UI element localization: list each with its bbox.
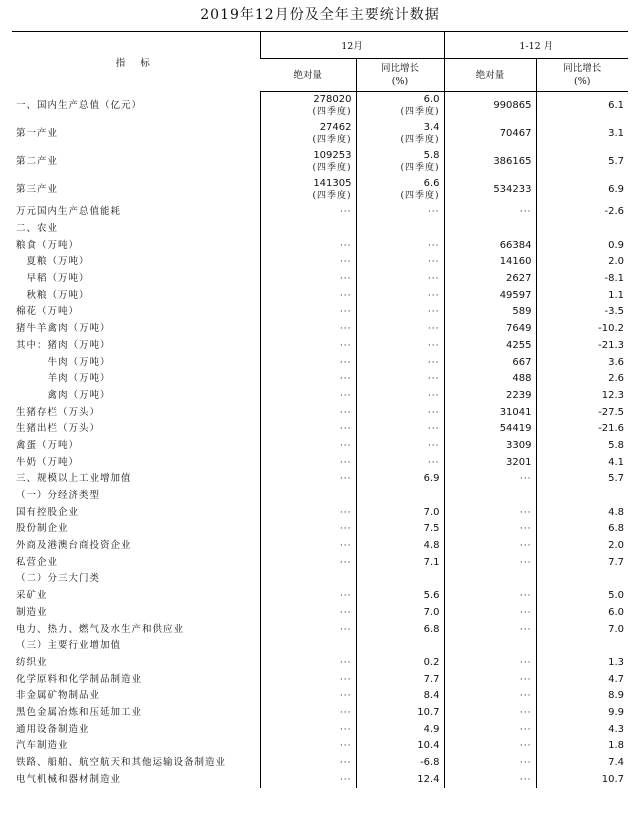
dec-yoy-cell-value: 5.8 bbox=[423, 150, 440, 161]
table-row bbox=[12, 254, 628, 271]
dec-absolute-cell: ··· bbox=[260, 755, 356, 772]
dec-absolute-cell: ··· bbox=[260, 705, 356, 722]
row-label: 三、规模以上工业增加值 bbox=[16, 473, 132, 485]
year-absolute-cell: ··· bbox=[444, 671, 536, 688]
dec-yoy-cell bbox=[356, 120, 444, 148]
year-absolute-cell bbox=[444, 221, 536, 238]
dec-absolute-cell: ··· bbox=[260, 621, 356, 638]
table-body bbox=[12, 92, 628, 789]
year-yoy-cell: 2.6 bbox=[536, 371, 628, 388]
year-absolute-cell: 70467 bbox=[444, 120, 536, 148]
row-label: 私营企业 bbox=[16, 556, 59, 568]
year-yoy-cell: 7.4 bbox=[536, 755, 628, 772]
row-label: 铁路、船舶、航空航天和其他运输设备制造业 bbox=[16, 757, 227, 769]
dec-absolute-cell: ··· bbox=[260, 204, 356, 221]
dec-yoy-cell-note: (四季度) bbox=[400, 191, 440, 201]
dec-yoy-cell: 7.1 bbox=[356, 554, 444, 571]
row-label: 生猪存栏（万头） bbox=[16, 406, 101, 418]
row-label: 生猪出栏（万头） bbox=[16, 423, 101, 435]
dec-absolute-cell: ··· bbox=[260, 404, 356, 421]
dec-yoy-header-label: 同比增长 bbox=[380, 63, 419, 74]
year-absolute-cell: ··· bbox=[444, 204, 536, 221]
table-row bbox=[12, 338, 628, 355]
table-row bbox=[12, 705, 628, 722]
dec-absolute-cell: ··· bbox=[260, 588, 356, 605]
year-yoy-cell bbox=[536, 488, 628, 505]
year-absolute-cell bbox=[444, 571, 536, 588]
year-absolute-cell bbox=[444, 488, 536, 505]
dec-yoy-cell: ··· bbox=[356, 438, 444, 455]
year-yoy-cell bbox=[536, 221, 628, 238]
table-row bbox=[12, 92, 628, 121]
year-absolute-cell: 7649 bbox=[444, 321, 536, 338]
year-yoy-cell bbox=[536, 571, 628, 588]
year-yoy-cell: 0.9 bbox=[536, 237, 628, 254]
dec-absolute-cell: ··· bbox=[260, 438, 356, 455]
dec-yoy-cell: 7.7 bbox=[356, 671, 444, 688]
table-row bbox=[12, 237, 628, 254]
page-title: 2019年12月份及全年主要统计数据 bbox=[200, 7, 440, 23]
dec-yoy-cell: 4.9 bbox=[356, 721, 444, 738]
year-absolute-cell: ··· bbox=[444, 471, 536, 488]
year-absolute-cell: 667 bbox=[444, 354, 536, 371]
year-yoy-cell: 7.0 bbox=[536, 621, 628, 638]
dec-absolute-cell bbox=[260, 120, 356, 148]
dec-yoy-cell: 4.8 bbox=[356, 538, 444, 555]
dec-yoy-header bbox=[356, 59, 444, 92]
row-label: 黑色金属冶炼和压延加工业 bbox=[16, 706, 143, 718]
table-row bbox=[12, 421, 628, 438]
year-yoy-cell: -21.3 bbox=[536, 338, 628, 355]
year-absolute-cell: ··· bbox=[444, 721, 536, 738]
year-absolute-cell: ··· bbox=[444, 688, 536, 705]
year-yoy-cell: 6.1 bbox=[536, 92, 628, 121]
dec-yoy-cell bbox=[356, 92, 444, 121]
row-label: 非金属矿物制品业 bbox=[16, 690, 101, 702]
dec-yoy-cell: ··· bbox=[356, 421, 444, 438]
year-yoy-cell: -10.2 bbox=[536, 321, 628, 338]
statistics-table bbox=[12, 31, 628, 788]
year-absolute-cell: ··· bbox=[444, 655, 536, 672]
year-yoy-cell: 10.7 bbox=[536, 771, 628, 788]
year-absolute-cell: ··· bbox=[444, 755, 536, 772]
table-row bbox=[12, 176, 628, 204]
dec-absolute-cell: ··· bbox=[260, 521, 356, 538]
dec-absolute-cell: ··· bbox=[260, 538, 356, 555]
row-label: 禽肉（万吨） bbox=[16, 389, 111, 401]
dec-yoy-cell: 7.0 bbox=[356, 504, 444, 521]
dec-yoy-cell: ··· bbox=[356, 404, 444, 421]
dec-absolute-cell-value: 109253 bbox=[313, 150, 352, 161]
table-row bbox=[12, 304, 628, 321]
header-row-periods bbox=[12, 32, 628, 59]
year-yoy-cell: 1.3 bbox=[536, 655, 628, 672]
dec-absolute-cell: ··· bbox=[260, 554, 356, 571]
year-yoy-cell: 9.9 bbox=[536, 705, 628, 722]
row-label: 秋粮（万吨） bbox=[16, 289, 90, 301]
table-row bbox=[12, 488, 628, 505]
row-label: 其中：猪肉（万吨） bbox=[16, 339, 111, 351]
year-absolute-cell: ··· bbox=[444, 738, 536, 755]
row-label: 禽蛋（万吨） bbox=[16, 439, 80, 451]
dec-absolute-cell: ··· bbox=[260, 738, 356, 755]
table-row bbox=[12, 538, 628, 555]
dec-absolute-cell: ··· bbox=[260, 688, 356, 705]
dec-absolute-cell: ··· bbox=[260, 338, 356, 355]
dec-yoy-cell-note: (四季度) bbox=[400, 107, 440, 117]
year-absolute-cell: ··· bbox=[444, 705, 536, 722]
dec-absolute-cell: ··· bbox=[260, 655, 356, 672]
table-row bbox=[12, 321, 628, 338]
row-label: 牛肉（万吨） bbox=[16, 356, 111, 368]
table-row bbox=[12, 204, 628, 221]
row-label: 粮食（万吨） bbox=[16, 239, 80, 251]
year-absolute-cell: 54419 bbox=[444, 421, 536, 438]
dec-yoy-cell: 6.9 bbox=[356, 471, 444, 488]
row-label: （一）分经济类型 bbox=[16, 490, 101, 502]
table-row bbox=[12, 271, 628, 288]
table-row bbox=[12, 755, 628, 772]
year-absolute-cell: ··· bbox=[444, 538, 536, 555]
dec-yoy-cell: ··· bbox=[356, 454, 444, 471]
year-absolute-cell: ··· bbox=[444, 605, 536, 622]
year-absolute-cell: 3201 bbox=[444, 454, 536, 471]
year-yoy-cell: -3.5 bbox=[536, 304, 628, 321]
dec-yoy-cell: 8.4 bbox=[356, 688, 444, 705]
year-absolute-cell: ··· bbox=[444, 554, 536, 571]
row-label: 一、国内生产总值（亿元） bbox=[16, 99, 143, 111]
row-label: 牛奶（万吨） bbox=[16, 456, 80, 468]
year-yoy-cell: 5.0 bbox=[536, 588, 628, 605]
year-yoy-cell: 5.7 bbox=[536, 471, 628, 488]
row-label: （二）分三大门类 bbox=[16, 573, 101, 585]
dec-yoy-cell-value: 3.4 bbox=[423, 122, 440, 133]
table-row bbox=[12, 438, 628, 455]
dec-absolute-cell: ··· bbox=[260, 254, 356, 271]
dec-yoy-cell: ··· bbox=[356, 338, 444, 355]
year-yoy-cell: 1.8 bbox=[536, 738, 628, 755]
table-row bbox=[12, 621, 628, 638]
dec-absolute-cell bbox=[260, 176, 356, 204]
table-row bbox=[12, 504, 628, 521]
year-yoy-cell: 6.0 bbox=[536, 605, 628, 622]
year-yoy-cell: 5.7 bbox=[536, 148, 628, 176]
dec-yoy-cell: -6.8 bbox=[356, 755, 444, 772]
year-yoy-cell: -27.5 bbox=[536, 404, 628, 421]
row-label: 第二产业 bbox=[16, 156, 59, 167]
dec-absolute-cell: ··· bbox=[260, 271, 356, 288]
row-label: 外商及港澳台商投资企业 bbox=[16, 540, 132, 552]
year-yoy-cell: 4.7 bbox=[536, 671, 628, 688]
dec-absolute-cell: ··· bbox=[260, 471, 356, 488]
dec-yoy-cell bbox=[356, 176, 444, 204]
dec-absolute-cell: ··· bbox=[260, 388, 356, 405]
table-row bbox=[12, 471, 628, 488]
dec-absolute-cell: ··· bbox=[260, 321, 356, 338]
dec-absolute-cell: ··· bbox=[260, 304, 356, 321]
dec-absolute-cell-note: (四季度) bbox=[312, 107, 352, 117]
row-label: 股份制企业 bbox=[16, 523, 69, 535]
dec-yoy-cell: 12.4 bbox=[356, 771, 444, 788]
dec-absolute-cell bbox=[260, 221, 356, 238]
table-row bbox=[12, 771, 628, 788]
table-row bbox=[12, 605, 628, 622]
table-row bbox=[12, 354, 628, 371]
dec-yoy-cell: ··· bbox=[356, 204, 444, 221]
year-absolute-cell: 2627 bbox=[444, 271, 536, 288]
table-row bbox=[12, 638, 628, 655]
table-row bbox=[12, 287, 628, 304]
year-yoy-cell: 6.8 bbox=[536, 521, 628, 538]
year-absolute-cell: 488 bbox=[444, 371, 536, 388]
row-label: 第三产业 bbox=[16, 184, 59, 195]
dec-yoy-cell bbox=[356, 221, 444, 238]
dec-absolute-cell-note: (四季度) bbox=[312, 135, 352, 145]
row-label: 夏粮（万吨） bbox=[16, 256, 90, 268]
dec-absolute-cell: ··· bbox=[260, 605, 356, 622]
year-yoy-cell: 4.8 bbox=[536, 504, 628, 521]
table-row bbox=[12, 738, 628, 755]
year-yoy-cell: -21.6 bbox=[536, 421, 628, 438]
year-absolute-cell: 386165 bbox=[444, 148, 536, 176]
year-absolute-cell: ··· bbox=[444, 521, 536, 538]
dec-yoy-cell: 7.5 bbox=[356, 521, 444, 538]
dec-absolute-cell: ··· bbox=[260, 454, 356, 471]
row-label: 二、农业 bbox=[16, 223, 59, 235]
table-row bbox=[12, 721, 628, 738]
table-row bbox=[12, 148, 628, 176]
year-absolute-cell: ··· bbox=[444, 621, 536, 638]
dec-absolute-cell: ··· bbox=[260, 287, 356, 304]
year-yoy-cell: 8.9 bbox=[536, 688, 628, 705]
table-row bbox=[12, 554, 628, 571]
dec-absolute-cell: ··· bbox=[260, 237, 356, 254]
year-absolute-cell bbox=[444, 638, 536, 655]
year-yoy-cell: 2.0 bbox=[536, 254, 628, 271]
year-absolute-header: 绝对量 bbox=[444, 59, 536, 92]
year-absolute-cell: 990865 bbox=[444, 92, 536, 121]
dec-absolute-cell bbox=[260, 571, 356, 588]
row-label: 棉花（万吨） bbox=[16, 306, 80, 318]
dec-yoy-cell-value: 6.0 bbox=[423, 94, 440, 105]
year-yoy-cell: -8.1 bbox=[536, 271, 628, 288]
year-yoy-cell: 4.1 bbox=[536, 454, 628, 471]
table-row bbox=[12, 588, 628, 605]
dec-absolute-cell-value: 141305 bbox=[313, 178, 352, 189]
dec-yoy-cell: 5.6 bbox=[356, 588, 444, 605]
indicator-header: 指 标 bbox=[12, 32, 260, 92]
year-yoy-cell: 3.1 bbox=[536, 120, 628, 148]
dec-yoy-cell bbox=[356, 148, 444, 176]
dec-absolute-cell: ··· bbox=[260, 504, 356, 521]
row-label: 电气机械和器材制造业 bbox=[16, 773, 122, 785]
table-row bbox=[12, 571, 628, 588]
table-row bbox=[12, 120, 628, 148]
dec-yoy-cell: 7.0 bbox=[356, 605, 444, 622]
dec-yoy-cell: ··· bbox=[356, 271, 444, 288]
row-label: 纺织业 bbox=[16, 656, 48, 668]
table-row bbox=[12, 371, 628, 388]
year-absolute-cell: ··· bbox=[444, 771, 536, 788]
year-yoy-cell: -2.6 bbox=[536, 204, 628, 221]
table-row bbox=[12, 388, 628, 405]
table-row bbox=[12, 221, 628, 238]
dec-absolute-cell-value: 27462 bbox=[319, 122, 352, 133]
year-yoy-cell: 4.3 bbox=[536, 721, 628, 738]
dec-yoy-cell: 0.2 bbox=[356, 655, 444, 672]
dec-absolute-cell bbox=[260, 148, 356, 176]
dec-absolute-cell: ··· bbox=[260, 771, 356, 788]
table-row bbox=[12, 671, 628, 688]
row-label: 早稻（万吨） bbox=[16, 273, 90, 285]
year-yoy-header-label: 同比增长 bbox=[563, 63, 602, 74]
dec-yoy-cell: 10.4 bbox=[356, 738, 444, 755]
year-absolute-cell: 589 bbox=[444, 304, 536, 321]
year-absolute-cell: ··· bbox=[444, 588, 536, 605]
row-label: 万元国内生产总值能耗 bbox=[16, 206, 122, 218]
table-row bbox=[12, 521, 628, 538]
dec-yoy-cell-note: (四季度) bbox=[400, 135, 440, 145]
row-label: （三）主要行业增加值 bbox=[16, 640, 122, 652]
full-year-header: 1-12 月 bbox=[444, 32, 628, 59]
dec-yoy-cell bbox=[356, 488, 444, 505]
row-label: 化学原料和化学制品制造业 bbox=[16, 673, 143, 685]
table-row bbox=[12, 404, 628, 421]
year-absolute-cell: 3309 bbox=[444, 438, 536, 455]
dec-absolute-cell-note: (四季度) bbox=[312, 191, 352, 201]
dec-yoy-cell bbox=[356, 638, 444, 655]
dec-yoy-cell bbox=[356, 571, 444, 588]
year-yoy-cell: 6.9 bbox=[536, 176, 628, 204]
dec-yoy-cell-note: (四季度) bbox=[400, 163, 440, 173]
year-yoy-cell: 12.3 bbox=[536, 388, 628, 405]
dec-yoy-cell: ··· bbox=[356, 254, 444, 271]
year-absolute-cell: 66384 bbox=[444, 237, 536, 254]
year-absolute-cell: 49597 bbox=[444, 287, 536, 304]
dec-yoy-cell: ··· bbox=[356, 388, 444, 405]
dec-absolute-cell bbox=[260, 638, 356, 655]
row-label: 猪牛羊禽肉（万吨） bbox=[16, 323, 111, 335]
dec-yoy-cell: ··· bbox=[356, 354, 444, 371]
year-yoy-cell: 3.6 bbox=[536, 354, 628, 371]
dec-absolute-cell: ··· bbox=[260, 721, 356, 738]
table-row bbox=[12, 454, 628, 471]
dec-yoy-cell: ··· bbox=[356, 304, 444, 321]
dec-yoy-cell: ··· bbox=[356, 321, 444, 338]
year-absolute-cell: 534233 bbox=[444, 176, 536, 204]
year-yoy-header bbox=[536, 59, 628, 92]
year-absolute-cell: 31041 bbox=[444, 404, 536, 421]
row-label: 通用设备制造业 bbox=[16, 723, 90, 735]
dec-absolute-cell-value: 278020 bbox=[313, 94, 352, 105]
year-yoy-cell: 1.1 bbox=[536, 287, 628, 304]
row-label: 电力、热力、燃气及水生产和供应业 bbox=[16, 623, 185, 635]
year-yoy-cell: 5.8 bbox=[536, 438, 628, 455]
row-label: 国有控股企业 bbox=[16, 506, 80, 518]
year-yoy-cell: 2.0 bbox=[536, 538, 628, 555]
dec-absolute-cell: ··· bbox=[260, 354, 356, 371]
year-absolute-cell: ··· bbox=[444, 504, 536, 521]
dec-absolute-header: 绝对量 bbox=[260, 59, 356, 92]
year-absolute-cell: 4255 bbox=[444, 338, 536, 355]
dec-header: 12月 bbox=[260, 32, 444, 59]
year-yoy-header-unit: (%) bbox=[574, 76, 591, 87]
dec-absolute-cell: ··· bbox=[260, 671, 356, 688]
row-label: 第一产业 bbox=[16, 128, 59, 139]
dec-yoy-cell: ··· bbox=[356, 287, 444, 304]
dec-yoy-cell: ··· bbox=[356, 237, 444, 254]
row-label: 制造业 bbox=[16, 606, 48, 618]
dec-yoy-cell-value: 6.6 bbox=[423, 178, 440, 189]
dec-absolute-cell: ··· bbox=[260, 371, 356, 388]
dec-yoy-header-unit: (%) bbox=[391, 76, 409, 87]
table-row bbox=[12, 655, 628, 672]
dec-absolute-cell bbox=[260, 92, 356, 121]
year-absolute-cell: 14160 bbox=[444, 254, 536, 271]
table-row bbox=[12, 688, 628, 705]
dec-absolute-cell: ··· bbox=[260, 421, 356, 438]
dec-yoy-cell: ··· bbox=[356, 371, 444, 388]
dec-absolute-cell bbox=[260, 488, 356, 505]
year-yoy-cell: 7.7 bbox=[536, 554, 628, 571]
year-absolute-cell: 2239 bbox=[444, 388, 536, 405]
dec-yoy-cell: 10.7 bbox=[356, 705, 444, 722]
dec-yoy-cell: 6.8 bbox=[356, 621, 444, 638]
dec-absolute-cell-note: (四季度) bbox=[312, 163, 352, 173]
row-label: 汽车制造业 bbox=[16, 740, 69, 752]
row-label: 采矿业 bbox=[16, 590, 48, 602]
year-yoy-cell bbox=[536, 638, 628, 655]
row-label: 羊肉（万吨） bbox=[16, 373, 111, 385]
